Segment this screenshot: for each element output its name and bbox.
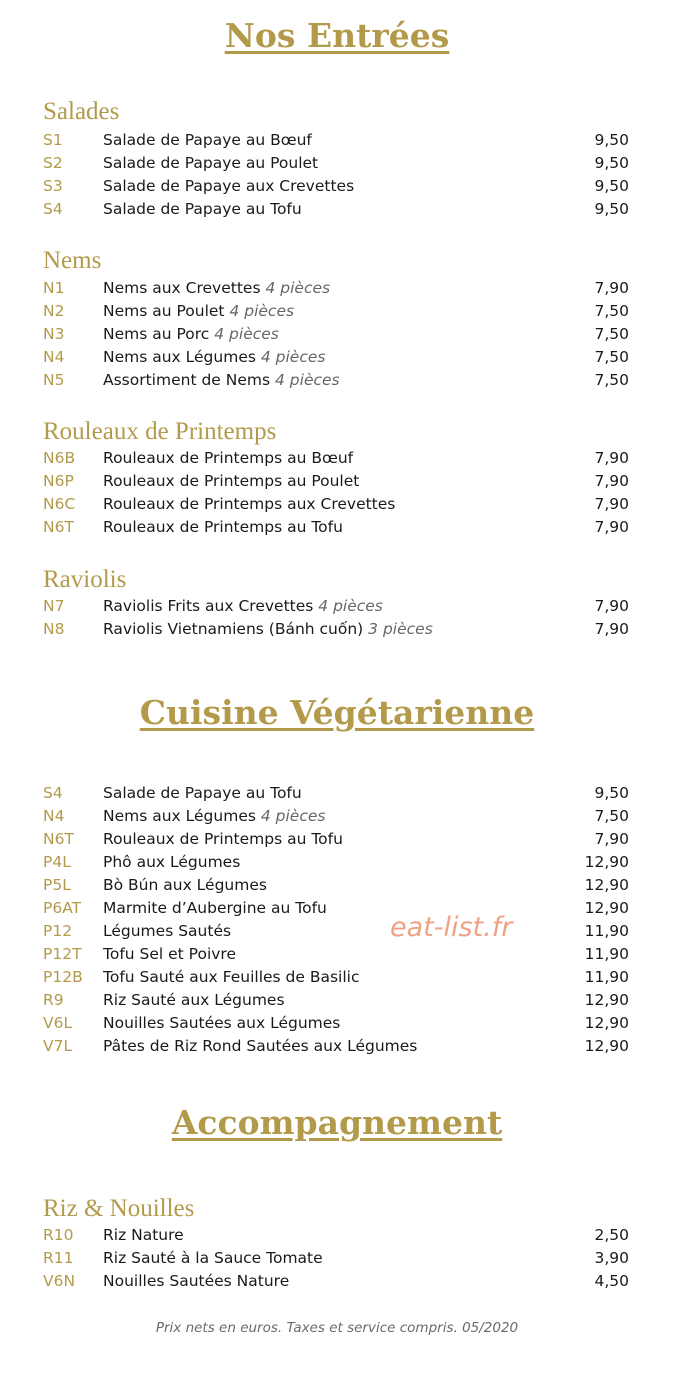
item-name-cell: [103, 874, 267, 897]
item-price: 12,90: [584, 876, 629, 894]
item-code: N1: [43, 279, 65, 297]
item-code: P12: [43, 922, 73, 940]
item-name: Raviolis Vietnamiens (Bánh cuốn): [103, 620, 364, 638]
item-name-cell: [103, 1035, 417, 1058]
item-name-cell: [103, 129, 312, 152]
item-price: 3,90: [594, 1249, 629, 1267]
item-code: N3: [43, 325, 65, 343]
item-name-cell: [103, 805, 325, 828]
item-price: 12,90: [584, 853, 629, 871]
item-code: N2: [43, 302, 65, 320]
item-code: P12B: [43, 968, 83, 986]
item-name: Assortiment de Nems: [103, 371, 271, 389]
menu-item-row: [0, 175, 674, 198]
item-name: Nems aux Légumes: [103, 348, 256, 366]
item-price: 9,50: [594, 200, 629, 218]
item-name: Rouleaux de Printemps au Tofu: [103, 518, 343, 536]
item-name-cell: [103, 1270, 289, 1293]
item-price: 2,50: [594, 1226, 629, 1244]
item-code: S3: [43, 177, 63, 195]
item-name: Raviolis Frits aux Crevettes: [103, 597, 314, 615]
item-pieces: 4 pièces: [265, 279, 331, 297]
menu-item-row: [0, 152, 674, 175]
item-name-cell: [103, 516, 343, 539]
item-code: N4: [43, 348, 65, 366]
item-name: Riz Sauté à la Sauce Tomate: [103, 1249, 323, 1267]
item-pieces: 4 pièces: [275, 371, 340, 389]
menu-item-row: [0, 943, 674, 966]
riz-nouilles-title: Riz & Nouilles: [43, 1195, 195, 1222]
item-code: N6T: [43, 518, 74, 536]
menu-item-row: [0, 828, 674, 851]
item-name: Légumes Sautés: [103, 922, 232, 940]
raviolis-title: Raviolis: [43, 566, 127, 593]
menu-item-row: [0, 1247, 674, 1270]
item-name: Rouleaux de Printemps aux Crevettes: [103, 495, 396, 513]
item-price: 7,50: [594, 302, 629, 320]
item-price: 7,50: [594, 348, 629, 366]
item-name: Bò Bún aux Légumes: [103, 876, 267, 894]
menu-item-row: [0, 470, 674, 493]
item-name-cell: [103, 277, 330, 300]
menu-item-row: [0, 346, 674, 369]
item-price: 4,50: [594, 1272, 629, 1290]
item-name: Salade de Papaye au Bœuf: [103, 131, 312, 149]
item-name-cell: [103, 595, 383, 618]
menu-item-row: [0, 1224, 674, 1247]
salades-title: Salades: [43, 98, 120, 125]
item-name-cell: [103, 897, 327, 920]
item-name: Nouilles Sautées Nature: [103, 1272, 290, 1290]
menu-item-row: [0, 516, 674, 539]
item-code: N8: [43, 620, 65, 638]
item-code: P4L: [43, 853, 71, 871]
menu-item-row: [0, 966, 674, 989]
item-name: Riz Sauté aux Légumes: [103, 991, 285, 1009]
item-name-cell: [103, 782, 302, 805]
item-name: Riz Nature: [103, 1226, 184, 1244]
item-price: 7,90: [594, 597, 629, 615]
item-code: N7: [43, 597, 65, 615]
item-name-cell: [103, 828, 343, 851]
rouleaux-title: Rouleaux de Printemps: [43, 418, 277, 445]
item-price: 7,90: [594, 449, 629, 467]
item-name: Nems aux Légumes: [103, 807, 256, 825]
menu-item-row: [0, 897, 674, 920]
item-pieces: 4 pièces: [229, 302, 295, 320]
menu-item-row: [0, 198, 674, 221]
item-price: 7,90: [594, 279, 629, 297]
item-name: Phô aux Légumes: [103, 853, 241, 871]
item-name-cell: [103, 198, 302, 221]
item-pieces: 4 pièces: [260, 348, 326, 366]
menu-item-row: [0, 618, 674, 641]
item-name: Pâtes de Riz Rond Sautées aux Légumes: [103, 1037, 418, 1055]
item-price: 7,90: [594, 620, 629, 638]
item-name: Nouilles Sautées aux Légumes: [103, 1014, 341, 1032]
menu-item-row: [0, 989, 674, 1012]
item-price: 7,90: [594, 830, 629, 848]
item-code: V7L: [43, 1037, 73, 1055]
item-code: R9: [43, 991, 64, 1009]
nems-title: Nems: [43, 247, 102, 274]
item-name-cell: [103, 470, 359, 493]
item-code: V6N: [43, 1272, 76, 1290]
item-price: 7,90: [594, 472, 629, 490]
item-name-cell: [103, 323, 279, 346]
item-name-cell: [103, 493, 395, 516]
item-name: Salade de Papaye au Tofu: [103, 784, 302, 802]
menu-item-row: [0, 1012, 674, 1035]
item-price: 7,50: [594, 325, 629, 343]
item-price: 11,90: [584, 922, 629, 940]
item-name-cell: [103, 1224, 184, 1247]
item-price: 7,90: [594, 495, 629, 513]
item-price: 12,90: [584, 1037, 629, 1055]
item-name: Rouleaux de Printemps au Bœuf: [103, 449, 354, 467]
item-name-cell: [103, 1012, 340, 1035]
item-name-cell: [103, 447, 353, 470]
item-name-cell: [103, 943, 236, 966]
item-name: Salade de Papaye au Poulet: [103, 154, 319, 172]
menu-item-row: [0, 920, 674, 943]
item-code: N6P: [43, 472, 74, 490]
menu-item-row: [0, 323, 674, 346]
item-name: Rouleaux de Printemps au Poulet: [103, 472, 360, 490]
item-price: 7,50: [594, 371, 629, 389]
item-name-cell: [103, 369, 340, 392]
item-name: Salade de Papaye au Tofu: [103, 200, 302, 218]
item-name: Nems au Poulet: [103, 302, 225, 320]
entrees-title: Nos Entrées: [224, 16, 450, 55]
item-name-cell: [103, 920, 231, 943]
item-price: 9,50: [594, 131, 629, 149]
item-code: N6B: [43, 449, 76, 467]
item-code: S2: [43, 154, 63, 172]
item-code: N6C: [43, 495, 76, 513]
menu-item-row: [0, 805, 674, 828]
item-code: V6L: [43, 1014, 73, 1032]
item-code: S1: [43, 131, 63, 149]
item-code: N6T: [43, 830, 74, 848]
item-code: N5: [43, 371, 65, 389]
item-code: S4: [43, 200, 63, 218]
menu-item-row: [0, 300, 674, 323]
item-name: Marmite d’Aubergine au Tofu: [103, 899, 327, 917]
item-price: 7,50: [594, 807, 629, 825]
menu-item-row: [0, 782, 674, 805]
item-price: 9,50: [594, 177, 629, 195]
item-price: 9,50: [594, 154, 629, 172]
item-price: 11,90: [584, 968, 629, 986]
accompagnement-title: Accompagnement: [171, 1103, 503, 1142]
item-price: 11,90: [584, 945, 629, 963]
footer-note: Prix nets en euros. Taxes et service compris. 05/2020: [155, 1320, 519, 1336]
menu-item-row: [0, 1270, 674, 1293]
item-code: P6AT: [43, 899, 82, 917]
item-name-cell: [103, 966, 359, 989]
item-price: 12,90: [584, 991, 629, 1009]
item-code: P5L: [43, 876, 71, 894]
menu-item-row: [0, 447, 674, 470]
menu-item-row: [0, 1035, 674, 1058]
item-name-cell: [103, 851, 240, 874]
item-price: 12,90: [584, 1014, 629, 1032]
item-name: Nems au Porc: [103, 325, 210, 343]
item-name: Tofu Sauté aux Feuilles de Basilic: [103, 968, 360, 986]
item-pieces: 4 pièces: [260, 807, 326, 825]
menu-item-row: [0, 874, 674, 897]
item-code: R11: [43, 1249, 74, 1267]
menu-item-row: [0, 129, 674, 152]
item-name-cell: [103, 618, 433, 641]
menu-item-row: [0, 851, 674, 874]
item-price: 7,90: [594, 518, 629, 536]
item-name-cell: [103, 989, 285, 1012]
item-name: Salade de Papaye aux Crevettes: [103, 177, 355, 195]
item-code: R10: [43, 1226, 74, 1244]
item-code: N4: [43, 807, 65, 825]
menu-item-row: [0, 369, 674, 392]
item-name-cell: [103, 175, 354, 198]
menu-item-row: [0, 277, 674, 300]
item-name: Tofu Sel et Poivre: [103, 945, 236, 963]
item-name-cell: [103, 300, 294, 323]
item-pieces: 3 pièces: [368, 620, 433, 638]
item-code: P12T: [43, 945, 82, 963]
vegetarienne-title: Cuisine Végétarienne: [139, 693, 535, 732]
item-name-cell: [103, 346, 325, 369]
item-code: S4: [43, 784, 63, 802]
watermark-text: eat-list.fr: [390, 912, 513, 943]
item-pieces: 4 pièces: [318, 597, 383, 615]
item-price: 12,90: [584, 899, 629, 917]
item-pieces: 4 pièces: [214, 325, 279, 343]
menu-item-row: [0, 595, 674, 618]
item-name: Nems aux Crevettes: [103, 279, 261, 297]
item-name-cell: [103, 1247, 323, 1270]
item-price: 9,50: [594, 784, 629, 802]
menu-item-row: [0, 493, 674, 516]
item-name: Rouleaux de Printemps au Tofu: [103, 830, 343, 848]
item-name-cell: [103, 152, 318, 175]
